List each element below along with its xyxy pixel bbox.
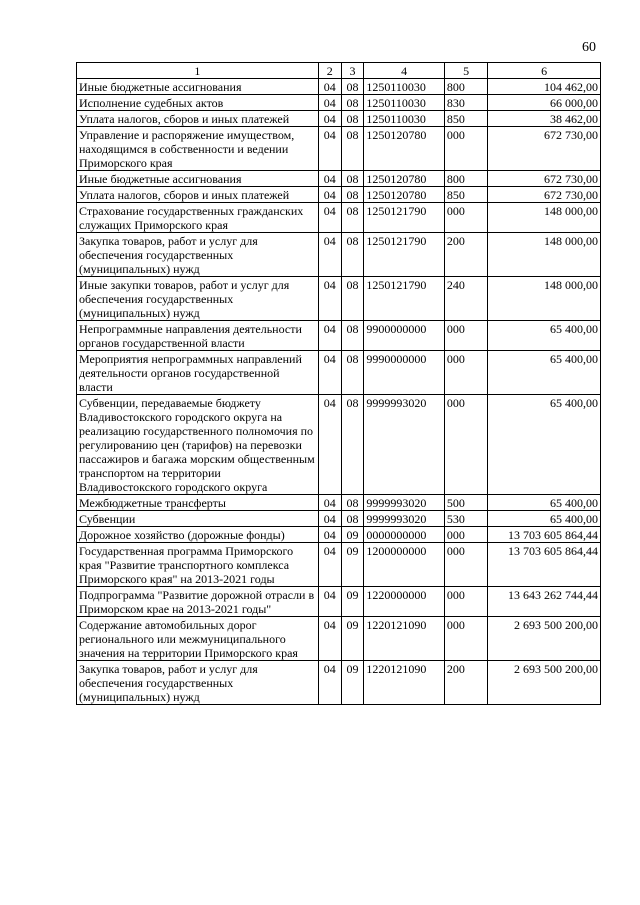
- cell-target-article: 1220121090: [364, 617, 445, 661]
- cell-target-article: 1250120780: [364, 171, 445, 187]
- cell-expense-type: 000: [444, 203, 487, 233]
- cell-target-article: 1250121790: [364, 233, 445, 277]
- cell-amount: 66 000,00: [488, 95, 601, 111]
- cell-name: Управление и распоряжение имуществом, находящимся в собственности и ведении Приморского края: [77, 127, 319, 171]
- cell-name: Дорожное хозяйство (дорожные фонды): [77, 527, 319, 543]
- cell-expense-type: 000: [444, 527, 487, 543]
- cell-section: 04: [318, 527, 341, 543]
- cell-expense-type: 200: [444, 233, 487, 277]
- column-header-5: 5: [444, 63, 487, 79]
- column-header-4: 4: [364, 63, 445, 79]
- cell-name: Иные бюджетные ассигнования: [77, 171, 319, 187]
- cell-amount: 104 462,00: [488, 79, 601, 95]
- table-row: [77, 495, 601, 511]
- cell-amount: 2 693 500 200,00: [488, 661, 601, 705]
- cell-expense-type: 000: [444, 395, 487, 495]
- cell-expense-type: 800: [444, 79, 487, 95]
- cell-section: 04: [318, 277, 341, 321]
- cell-target-article: 9999993020: [364, 495, 445, 511]
- cell-subsection: 08: [341, 351, 364, 395]
- cell-name: Закупка товаров, работ и услуг для обеспечения государственных (муниципальных) нужд: [77, 661, 319, 705]
- table-row: [77, 617, 601, 661]
- cell-amount: 148 000,00: [488, 233, 601, 277]
- cell-target-article: 1220121090: [364, 661, 445, 705]
- table-row: [77, 661, 601, 705]
- table-row: [77, 233, 601, 277]
- cell-name: Мероприятия непрограммных направлений деятельности органов государственной власти: [77, 351, 319, 395]
- cell-name: Подпрограмма "Развитие дорожной отрасли в Приморском крае на 2013-2021 годы": [77, 587, 319, 617]
- table-body: [77, 79, 601, 705]
- cell-section: 04: [318, 203, 341, 233]
- cell-amount: 13 703 605 864,44: [488, 527, 601, 543]
- cell-name: Закупка товаров, работ и услуг для обеспечения государственных (муниципальных) нужд: [77, 233, 319, 277]
- cell-target-article: 1220000000: [364, 587, 445, 617]
- cell-expense-type: 530: [444, 511, 487, 527]
- cell-name: Исполнение судебных актов: [77, 95, 319, 111]
- table-row: [77, 79, 601, 95]
- cell-subsection: 08: [341, 511, 364, 527]
- cell-target-article: 9990000000: [364, 351, 445, 395]
- cell-section: 04: [318, 111, 341, 127]
- cell-target-article: 1250120780: [364, 187, 445, 203]
- cell-name: Содержание автомобильных дорог регионального или межмуниципального значения на территории Приморского края: [77, 617, 319, 661]
- budget-table: [76, 62, 601, 705]
- cell-subsection: 08: [341, 203, 364, 233]
- cell-section: 04: [318, 321, 341, 351]
- cell-expense-type: 200: [444, 661, 487, 705]
- cell-name: Государственная программа Приморского края "Развитие транспортного комплекса Приморского края" на 2013-2021 годы: [77, 543, 319, 587]
- cell-target-article: 1250120780: [364, 127, 445, 171]
- cell-amount: 65 400,00: [488, 351, 601, 395]
- cell-expense-type: 000: [444, 321, 487, 351]
- cell-subsection: 08: [341, 495, 364, 511]
- table-row: [77, 587, 601, 617]
- table-row: [77, 277, 601, 321]
- table-row: [77, 127, 601, 171]
- cell-section: 04: [318, 95, 341, 111]
- cell-expense-type: 000: [444, 587, 487, 617]
- cell-subsection: 09: [341, 587, 364, 617]
- cell-expense-type: 850: [444, 111, 487, 127]
- cell-section: 04: [318, 233, 341, 277]
- cell-subsection: 09: [341, 617, 364, 661]
- table-row: [77, 527, 601, 543]
- table-row: [77, 203, 601, 233]
- cell-amount: 65 400,00: [488, 395, 601, 495]
- cell-expense-type: 000: [444, 351, 487, 395]
- table-row: [77, 111, 601, 127]
- cell-amount: 672 730,00: [488, 127, 601, 171]
- table-header-row: [77, 63, 601, 79]
- cell-subsection: 08: [341, 233, 364, 277]
- cell-subsection: 08: [341, 111, 364, 127]
- cell-target-article: 1250121790: [364, 203, 445, 233]
- cell-amount: 65 400,00: [488, 321, 601, 351]
- cell-expense-type: 800: [444, 171, 487, 187]
- cell-target-article: 1250110030: [364, 95, 445, 111]
- cell-subsection: 08: [341, 79, 364, 95]
- cell-section: 04: [318, 495, 341, 511]
- page-number: 60: [582, 40, 596, 55]
- cell-expense-type: 500: [444, 495, 487, 511]
- cell-subsection: 08: [341, 395, 364, 495]
- cell-name: Иные бюджетные ассигнования: [77, 79, 319, 95]
- cell-name: Иные закупки товаров, работ и услуг для обеспечения государственных (муниципальных) нужд: [77, 277, 319, 321]
- cell-subsection: 08: [341, 187, 364, 203]
- cell-amount: 672 730,00: [488, 171, 601, 187]
- cell-expense-type: 850: [444, 187, 487, 203]
- cell-expense-type: 000: [444, 617, 487, 661]
- cell-target-article: 1200000000: [364, 543, 445, 587]
- cell-amount: 672 730,00: [488, 187, 601, 203]
- cell-section: 04: [318, 617, 341, 661]
- cell-subsection: 09: [341, 543, 364, 587]
- cell-section: 04: [318, 79, 341, 95]
- cell-expense-type: 830: [444, 95, 487, 111]
- table-row: [77, 543, 601, 587]
- cell-section: 04: [318, 543, 341, 587]
- column-header-6: 6: [488, 63, 601, 79]
- cell-name: Уплата налогов, сборов и иных платежей: [77, 111, 319, 127]
- cell-subsection: 08: [341, 127, 364, 171]
- cell-amount: 13 703 605 864,44: [488, 543, 601, 587]
- table-row: [77, 95, 601, 111]
- cell-amount: 65 400,00: [488, 511, 601, 527]
- cell-section: 04: [318, 171, 341, 187]
- column-header-2: 2: [318, 63, 341, 79]
- cell-subsection: 09: [341, 527, 364, 543]
- cell-section: 04: [318, 661, 341, 705]
- cell-section: 04: [318, 395, 341, 495]
- cell-target-article: 9999993020: [364, 511, 445, 527]
- cell-name: Субвенции, передаваемые бюджету Владивостокского городского округа на реализацию государственного полномочия по регулированию цен (тарифов) на перевозки пассажиров и багажа морским общественным транспортом на территории Владивостокского городского округа: [77, 395, 319, 495]
- cell-section: 04: [318, 187, 341, 203]
- cell-subsection: 08: [341, 277, 364, 321]
- column-header-1: 1: [77, 63, 319, 79]
- cell-amount: 38 462,00: [488, 111, 601, 127]
- cell-name: Страхование государственных гражданских служащих Приморского края: [77, 203, 319, 233]
- cell-amount: 65 400,00: [488, 495, 601, 511]
- cell-amount: 13 643 262 744,44: [488, 587, 601, 617]
- cell-target-article: 9900000000: [364, 321, 445, 351]
- table-row: [77, 511, 601, 527]
- cell-name: Уплата налогов, сборов и иных платежей: [77, 187, 319, 203]
- cell-target-article: 1250121790: [364, 277, 445, 321]
- cell-target-article: 1250110030: [364, 111, 445, 127]
- cell-section: 04: [318, 351, 341, 395]
- table-row: [77, 187, 601, 203]
- cell-section: 04: [318, 587, 341, 617]
- cell-section: 04: [318, 511, 341, 527]
- cell-target-article: 9999993020: [364, 395, 445, 495]
- cell-name: Межбюджетные трансферты: [77, 495, 319, 511]
- cell-expense-type: 000: [444, 127, 487, 171]
- cell-subsection: 08: [341, 171, 364, 187]
- cell-section: 04: [318, 127, 341, 171]
- table-row: [77, 395, 601, 495]
- cell-subsection: 08: [341, 321, 364, 351]
- cell-amount: 2 693 500 200,00: [488, 617, 601, 661]
- cell-target-article: 0000000000: [364, 527, 445, 543]
- cell-subsection: 09: [341, 661, 364, 705]
- cell-target-article: 1250110030: [364, 79, 445, 95]
- cell-expense-type: 000: [444, 543, 487, 587]
- table-row: [77, 351, 601, 395]
- cell-amount: 148 000,00: [488, 203, 601, 233]
- table-row: [77, 171, 601, 187]
- cell-name: Субвенции: [77, 511, 319, 527]
- table-row: [77, 321, 601, 351]
- cell-subsection: 08: [341, 95, 364, 111]
- column-header-3: 3: [341, 63, 364, 79]
- cell-amount: 148 000,00: [488, 277, 601, 321]
- cell-name: Непрограммные направления деятельности органов государственной власти: [77, 321, 319, 351]
- cell-expense-type: 240: [444, 277, 487, 321]
